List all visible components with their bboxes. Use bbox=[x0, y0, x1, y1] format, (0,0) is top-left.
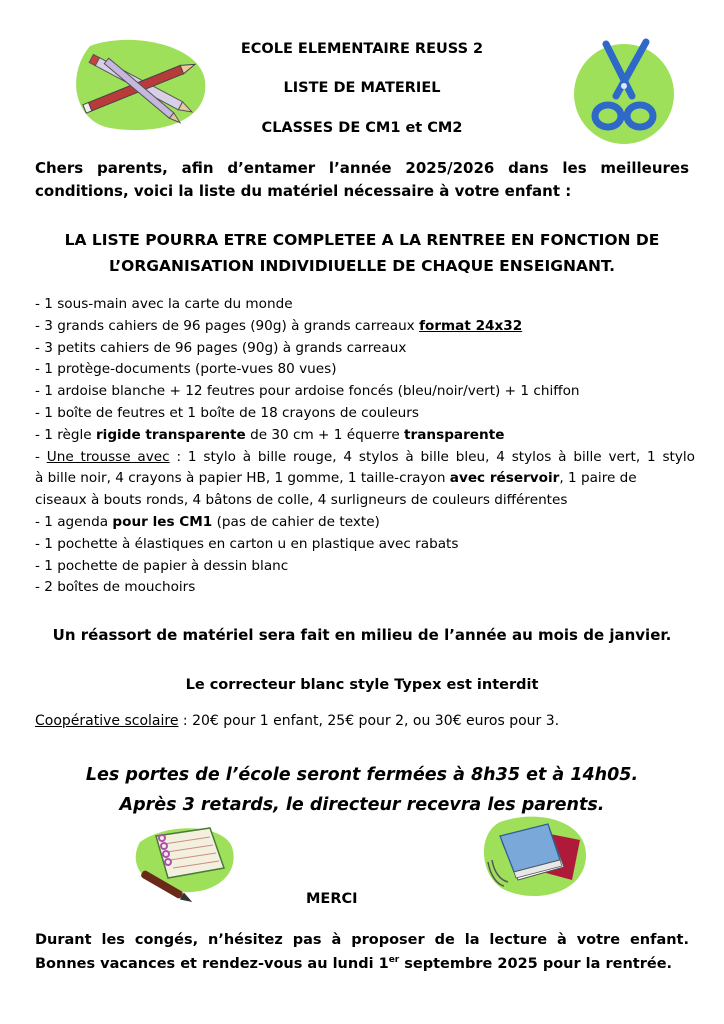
list-item-trousse: - Une trousse avec : 1 stylo à bille rouge, 4 stylos à bille bleu, 4 stylos à bille vert, 1 stylo à bille noir, 4 crayons à papier HB, 1 gomme, 1 taille-crayon avec réservoir, 1 paire de ciseaux à bouts ronds, 4 bâtons de colle, 4 surligneurs de couleurs différentes bbox=[35, 448, 695, 509]
notebook-pen-clipart-icon bbox=[128, 822, 238, 904]
books-clipart-icon bbox=[480, 812, 590, 902]
closing-line-2: Bonnes vacances et rendez-vous au lundi 1er septembre 2025 pour la rentrée. bbox=[35, 955, 673, 972]
merci-text: MERCI bbox=[306, 891, 358, 907]
list-item: - 3 grands cahiers de 96 pages (90g) à grands carreaux format 24x32 bbox=[35, 317, 523, 334]
list-item: - 2 boîtes de mouchoirs bbox=[35, 579, 196, 596]
classes-title: CLASSES DE CM1 et CM2 bbox=[261, 120, 463, 136]
format-emphasis: format 24x32 bbox=[419, 317, 523, 334]
trousse-label: Une trousse avec bbox=[46, 448, 170, 465]
doors-rule: Les portes de l’école seront fermées à 8h35 et à 14h05. bbox=[85, 765, 639, 785]
warning-line-2: L’ORGANISATION INDIVIDIUELLE DE CHAQUE ENSEIGNANT. bbox=[108, 257, 616, 275]
supply-list bbox=[35, 294, 695, 599]
cooperative-label: Coopérative scolaire bbox=[35, 713, 179, 729]
list-item: - 1 pochette à élastiques en carton u en plastique avec rabats bbox=[35, 535, 459, 552]
intro-line-1: Chers parents, afin d’entamer l’année 2025/2026 dans les meilleures bbox=[35, 159, 689, 177]
list-item: - 1 pochette de papier à dessin blanc bbox=[35, 557, 289, 574]
typex-note: Le correcteur blanc style Typex est interdit bbox=[185, 677, 539, 693]
closing-line-1: Durant les congés, n’hésitez pas à proposer de la lecture à votre enfant. bbox=[35, 932, 689, 948]
late-rule: Après 3 retards, le directeur recevra les parents. bbox=[119, 795, 605, 815]
warning-notice bbox=[35, 227, 689, 279]
list-item: - 3 petits cahiers de 96 pages (90g) à grands carreaux bbox=[35, 339, 407, 356]
reassort-note: Un réassort de matériel sera fait en milieu de l’année au mois de janvier. bbox=[52, 626, 672, 644]
warning-line-1: LA LISTE POURRA ETRE COMPLETEE A LA RENTREE EN FONCTION DE bbox=[64, 231, 660, 249]
list-item: - 1 boîte de feutres et 1 boîte de 18 crayons de couleurs bbox=[35, 404, 419, 421]
list-item: - 1 agenda pour les CM1 (pas de cahier de texte) bbox=[35, 513, 380, 530]
school-rules bbox=[0, 760, 724, 820]
list-item: - 1 règle rigide transparente de 30 cm + 1 équerre transparente bbox=[35, 426, 505, 443]
closing-paragraph bbox=[35, 928, 689, 976]
school-name: ECOLE ELEMENTAIRE REUSS 2 bbox=[240, 41, 484, 57]
intro-paragraph bbox=[35, 157, 689, 203]
list-item: - 1 ardoise blanche + 12 feutres pour ardoise foncés (bleu/noir/vert) + 1 chiffon bbox=[35, 383, 580, 400]
cooperative-note: Coopérative scolaire : 20€ pour 1 enfant, 25€ pour 2, ou 30€ euros pour 3. bbox=[35, 713, 560, 729]
intro-line-2: conditions, voici la liste du matériel nécessaire à votre enfant : bbox=[35, 182, 572, 200]
list-item: - 1 sous-main avec la carte du monde bbox=[35, 296, 293, 312]
list-title: LISTE DE MATERIEL bbox=[283, 80, 441, 96]
list-item: - 1 protège-documents (porte-vues 80 vues) bbox=[35, 361, 337, 378]
